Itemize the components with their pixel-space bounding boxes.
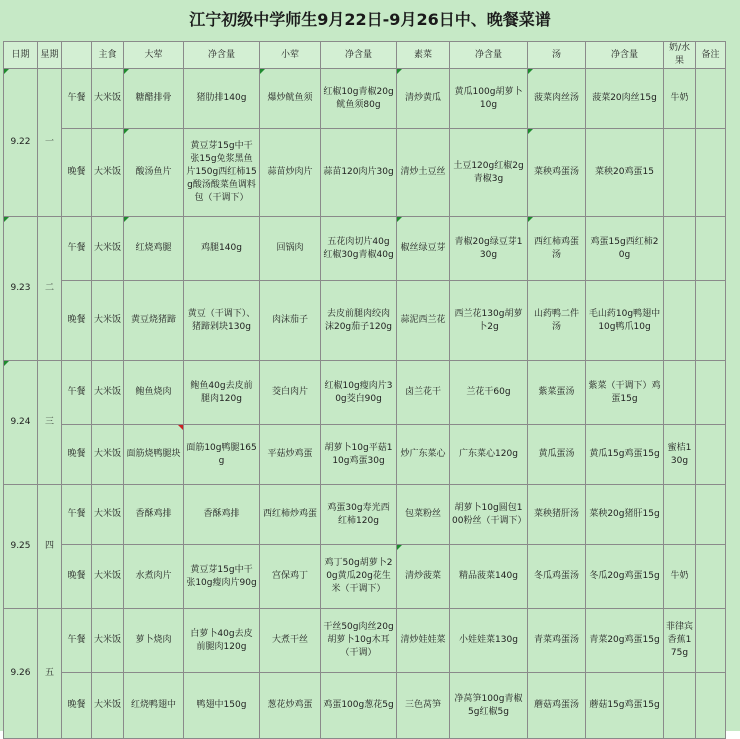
soup-net-cell: 菜秧20鸡蛋15 bbox=[586, 129, 664, 217]
staple-cell: 大米饭 bbox=[92, 217, 124, 281]
small-meat-cell: 平菇炒鸡蛋 bbox=[260, 425, 321, 485]
meal-label: 午餐 bbox=[62, 69, 92, 129]
table-row bbox=[4, 545, 726, 609]
big-meat-net-cell: 香酥鸡排 bbox=[184, 485, 260, 545]
soup-cell: 青菜鸡蛋汤 bbox=[528, 609, 586, 673]
meal-label: 晚餐 bbox=[62, 281, 92, 361]
note-cell bbox=[696, 673, 726, 739]
veg-cell: 椒丝绿豆芽 bbox=[397, 217, 450, 281]
staple-cell: 大米饭 bbox=[92, 485, 124, 545]
meal-label: 午餐 bbox=[62, 217, 92, 281]
milk-fruit-cell: 牛奶 bbox=[664, 69, 696, 129]
big-meat-cell: 香酥鸡排 bbox=[124, 485, 184, 545]
small-meat-net-cell: 红椒10g瘦肉片30g茭白90g bbox=[321, 361, 397, 425]
small-meat-cell: 葱花炒鸡蛋 bbox=[260, 673, 321, 739]
small-meat-net-cell: 红椒10g青椒20g鱿鱼须80g bbox=[321, 69, 397, 129]
milk-fruit-cell: 蜜桔130g bbox=[664, 425, 696, 485]
small-meat-cell: 蒜苗炒肉片 bbox=[260, 129, 321, 217]
milk-fruit-cell bbox=[664, 485, 696, 545]
milk-fruit-cell bbox=[664, 217, 696, 281]
veg-cell: 清炒娃娃菜 bbox=[397, 609, 450, 673]
milk-fruit-cell: 牛奶 bbox=[664, 545, 696, 609]
small-meat-cell: 茭白肉片 bbox=[260, 361, 321, 425]
veg-net-cell: 土豆120g红椒2g青椒3g bbox=[450, 129, 528, 217]
header-note: 备注 bbox=[696, 42, 726, 69]
staple-cell: 大米饭 bbox=[92, 69, 124, 129]
soup-net-cell: 菜秧20g猪肝15g bbox=[586, 485, 664, 545]
big-meat-net-cell: 鸭翅中150g bbox=[184, 673, 260, 739]
small-meat-cell: 回锅肉 bbox=[260, 217, 321, 281]
small-meat-net-cell: 干丝50g肉丝20g胡萝卜10g木耳（干调） bbox=[321, 609, 397, 673]
note-cell bbox=[696, 69, 726, 129]
table-row bbox=[4, 69, 726, 129]
small-meat-net-cell: 胡萝卜10g平菇110g鸡蛋30g bbox=[321, 425, 397, 485]
soup-cell: 蘑菇鸡蛋汤 bbox=[528, 673, 586, 739]
small-meat-cell: 宫保鸡丁 bbox=[260, 545, 321, 609]
small-meat-net-cell: 鸡丁50g胡萝卜20g黄瓜20g花生米（干调下） bbox=[321, 545, 397, 609]
table-row bbox=[4, 673, 726, 739]
veg-net-cell: 兰花干60g bbox=[450, 361, 528, 425]
meal-label: 晚餐 bbox=[62, 129, 92, 217]
veg-cell: 清炒土豆丝 bbox=[397, 129, 450, 217]
header-big-meat-net: 净含量 bbox=[184, 42, 260, 69]
veg-cell: 清炒黄瓜 bbox=[397, 69, 450, 129]
milk-fruit-cell bbox=[664, 361, 696, 425]
veg-cell: 包菜粉丝 bbox=[397, 485, 450, 545]
milk-fruit-cell bbox=[664, 281, 696, 361]
small-meat-cell: 西红柿炒鸡蛋 bbox=[260, 485, 321, 545]
meal-label: 晚餐 bbox=[62, 673, 92, 739]
big-meat-cell: 酸汤鱼片 bbox=[124, 129, 184, 217]
veg-net-cell: 胡萝卜10g圆包100粉丝（干调下） bbox=[450, 485, 528, 545]
staple-cell: 大米饭 bbox=[92, 281, 124, 361]
staple-cell: 大米饭 bbox=[92, 129, 124, 217]
big-meat-cell: 红烧鸭翅中 bbox=[124, 673, 184, 739]
table-row bbox=[4, 485, 726, 545]
weekday-cell: 一 bbox=[38, 69, 62, 217]
big-meat-cell: 黄豆烧猪蹄 bbox=[124, 281, 184, 361]
big-meat-cell: 红烧鸡腿 bbox=[124, 217, 184, 281]
weekday-cell: 三 bbox=[38, 361, 62, 485]
small-meat-cell: 肉沫茄子 bbox=[260, 281, 321, 361]
soup-cell: 山药鸭二件汤 bbox=[528, 281, 586, 361]
note-cell bbox=[696, 361, 726, 425]
table-row bbox=[4, 129, 726, 217]
milk-fruit-cell: 菲律宾香蕉175g bbox=[664, 609, 696, 673]
note-cell bbox=[696, 545, 726, 609]
header-veg: 素菜 bbox=[397, 42, 450, 69]
big-meat-cell: 面筋烧鸭腿块 bbox=[124, 425, 184, 485]
small-meat-net-cell: 蒜苗120肉片30g bbox=[321, 129, 397, 217]
header-veg-net: 净含量 bbox=[450, 42, 528, 69]
big-meat-cell: 萝卜烧肉 bbox=[124, 609, 184, 673]
soup-cell: 西红柿鸡蛋汤 bbox=[528, 217, 586, 281]
note-cell bbox=[696, 217, 726, 281]
note-cell bbox=[696, 609, 726, 673]
big-meat-net-cell: 猪肋排140g bbox=[184, 69, 260, 129]
header-milk-fruit: 奶/水果 bbox=[664, 42, 696, 69]
soup-cell: 菜秧猪肝汤 bbox=[528, 485, 586, 545]
soup-net-cell: 紫菜（干调下）鸡蛋15g bbox=[586, 361, 664, 425]
header-blank bbox=[62, 42, 92, 69]
note-cell bbox=[696, 129, 726, 217]
table-row bbox=[4, 281, 726, 361]
staple-cell: 大米饭 bbox=[92, 361, 124, 425]
milk-fruit-cell bbox=[664, 673, 696, 739]
header-small-meat: 小荤 bbox=[260, 42, 321, 69]
sheet-title: 江宁初级中学师生9月22日-9月26日中、晚餐菜谱 bbox=[0, 0, 740, 40]
note-cell bbox=[696, 281, 726, 361]
soup-net-cell: 青菜20g鸡蛋15g bbox=[586, 609, 664, 673]
date-cell: 9.23 bbox=[4, 217, 38, 361]
big-meat-cell: 糖醋排骨 bbox=[124, 69, 184, 129]
big-meat-net-cell: 黄豆（干调下）、猪蹄剁块130g bbox=[184, 281, 260, 361]
staple-cell: 大米饭 bbox=[92, 545, 124, 609]
soup-cell: 黄瓜蛋汤 bbox=[528, 425, 586, 485]
big-meat-net-cell: 白萝卜40g去皮前腿肉120g bbox=[184, 609, 260, 673]
veg-net-cell: 精品菠菜140g bbox=[450, 545, 528, 609]
table-row bbox=[4, 609, 726, 673]
small-meat-cell: 爆炒鱿鱼须 bbox=[260, 69, 321, 129]
soup-net-cell: 冬瓜20g鸡蛋15g bbox=[586, 545, 664, 609]
veg-net-cell: 净莴笋100g青椒5g红椒5g bbox=[450, 673, 528, 739]
big-meat-cell: 鲍鱼烧肉 bbox=[124, 361, 184, 425]
small-meat-net-cell: 五花肉切片40g红椒30g青椒40g bbox=[321, 217, 397, 281]
header-row bbox=[4, 42, 726, 69]
small-meat-net-cell: 鸡蛋30g寿光西红柿120g bbox=[321, 485, 397, 545]
weekday-cell: 二 bbox=[38, 217, 62, 361]
date-cell: 9.25 bbox=[4, 485, 38, 609]
meal-label: 午餐 bbox=[62, 609, 92, 673]
header-soup: 汤 bbox=[528, 42, 586, 69]
big-meat-net-cell: 鸡腿140g bbox=[184, 217, 260, 281]
header-big-meat: 大荤 bbox=[124, 42, 184, 69]
meal-label: 晚餐 bbox=[62, 425, 92, 485]
header-weekday: 星期 bbox=[38, 42, 62, 69]
veg-cell: 清炒菠菜 bbox=[397, 545, 450, 609]
meal-label: 午餐 bbox=[62, 485, 92, 545]
big-meat-net-cell: 面筋10g鸭腿165g bbox=[184, 425, 260, 485]
soup-cell: 冬瓜鸡蛋汤 bbox=[528, 545, 586, 609]
veg-net-cell: 黄瓜100g胡萝卜10g bbox=[450, 69, 528, 129]
soup-net-cell: 黄瓜15g鸡蛋15g bbox=[586, 425, 664, 485]
veg-net-cell: 广东菜心120g bbox=[450, 425, 528, 485]
soup-cell: 紫菜蛋汤 bbox=[528, 361, 586, 425]
soup-net-cell: 菠菜20肉丝15g bbox=[586, 69, 664, 129]
soup-net-cell: 毛山药10g鸭翅中10g鸭爪10g bbox=[586, 281, 664, 361]
table-row bbox=[4, 217, 726, 281]
veg-cell: 三色莴笋 bbox=[397, 673, 450, 739]
header-soup-net: 净含量 bbox=[586, 42, 664, 69]
date-cell: 9.26 bbox=[4, 609, 38, 739]
table-row bbox=[4, 425, 726, 485]
menu-table bbox=[3, 41, 726, 739]
note-cell bbox=[696, 485, 726, 545]
note-cell bbox=[696, 425, 726, 485]
veg-cell: 蒜泥西兰花 bbox=[397, 281, 450, 361]
small-meat-net-cell: 去皮前腿肉绞肉沫20g茄子120g bbox=[321, 281, 397, 361]
staple-cell: 大米饭 bbox=[92, 673, 124, 739]
big-meat-net-cell: 鲍鱼40g去皮前腿肉120g bbox=[184, 361, 260, 425]
big-meat-net-cell: 黄豆芽15g中干张15g免浆黑鱼片150g西红柿15g酸汤酸菜鱼调料包（干调下） bbox=[184, 129, 260, 217]
soup-cell: 菠菜肉丝汤 bbox=[528, 69, 586, 129]
staple-cell: 大米饭 bbox=[92, 609, 124, 673]
header-date: 日期 bbox=[4, 42, 38, 69]
veg-net-cell: 青椒20g绿豆芽130g bbox=[450, 217, 528, 281]
meal-label: 晚餐 bbox=[62, 545, 92, 609]
date-cell: 9.24 bbox=[4, 361, 38, 485]
big-meat-cell: 水煮肉片 bbox=[124, 545, 184, 609]
small-meat-cell: 大煮干丝 bbox=[260, 609, 321, 673]
soup-net-cell: 蘑菇15g鸡蛋15g bbox=[586, 673, 664, 739]
big-meat-net-cell: 黄豆芽15g中干张10g瘦肉片90g bbox=[184, 545, 260, 609]
small-meat-net-cell: 鸡蛋100g葱花5g bbox=[321, 673, 397, 739]
soup-cell: 菜秧鸡蛋汤 bbox=[528, 129, 586, 217]
weekday-cell: 四 bbox=[38, 485, 62, 609]
date-cell: 9.22 bbox=[4, 69, 38, 217]
veg-net-cell: 西兰花130g胡萝卜2g bbox=[450, 281, 528, 361]
header-staple: 主食 bbox=[92, 42, 124, 69]
soup-net-cell: 鸡蛋15g西红柿20g bbox=[586, 217, 664, 281]
milk-fruit-cell bbox=[664, 129, 696, 217]
header-small-meat-net: 净含量 bbox=[321, 42, 397, 69]
staple-cell: 大米饭 bbox=[92, 425, 124, 485]
veg-net-cell: 小娃娃菜130g bbox=[450, 609, 528, 673]
veg-cell: 炒广东菜心 bbox=[397, 425, 450, 485]
meal-label: 午餐 bbox=[62, 361, 92, 425]
table-row bbox=[4, 361, 726, 425]
veg-cell: 卤兰花干 bbox=[397, 361, 450, 425]
weekday-cell: 五 bbox=[38, 609, 62, 739]
